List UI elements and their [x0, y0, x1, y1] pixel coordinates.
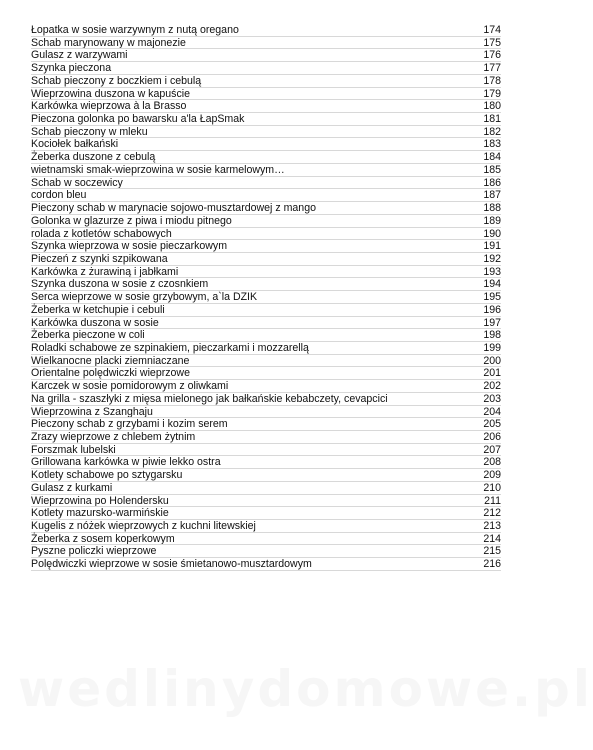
toc-row[interactable]: [31, 406, 501, 419]
toc-entry-page: 181: [483, 113, 501, 126]
toc-entry-title: Szynka pieczona: [31, 62, 112, 75]
toc-row[interactable]: [31, 88, 501, 101]
toc-entry-page: 208: [483, 456, 501, 469]
toc-entry-title: wietnamski smak-wieprzowina w sosie karmelowym…: [31, 163, 285, 176]
toc-row[interactable]: [31, 444, 501, 457]
toc-entry-title: cordon bleu: [31, 189, 87, 202]
toc-entry-title: Gulasz z warzywami: [31, 49, 128, 62]
toc-entry-title: Gulasz z kurkami: [31, 481, 113, 494]
toc-entry-title: Kociołek bałkański: [31, 138, 119, 151]
toc-entry-title: Pieczeń z szynki szpikowana: [31, 252, 168, 265]
toc-entry-page: 194: [483, 278, 501, 291]
toc-entry-title: Wieprzowina z Szanghaju: [31, 405, 153, 418]
toc-row[interactable]: [31, 100, 501, 113]
toc-entry-title: Karkówka duszona w sosie: [31, 316, 159, 329]
toc-entry-page: 209: [483, 469, 501, 482]
toc-row[interactable]: [31, 380, 501, 393]
toc-entry-title: Schab pieczony z boczkiem i cebulą: [31, 74, 202, 87]
toc-entry-title: Żeberka z sosem koperkowym: [31, 532, 175, 545]
toc-entry-page: 196: [483, 303, 501, 316]
toc-entry-page: 201: [483, 367, 501, 380]
toc-entry-page: 178: [483, 74, 501, 87]
toc-entry-page: 207: [483, 443, 501, 456]
toc-entry-page: 186: [483, 176, 501, 189]
toc-entry-page: 216: [483, 558, 501, 571]
toc-entry-page: 203: [483, 392, 501, 405]
toc-entry-title: Pyszne policzki wieprzowe: [31, 545, 157, 558]
toc-entry-page: 199: [483, 341, 501, 354]
toc-row[interactable]: [31, 189, 501, 202]
toc-entry-page: 212: [483, 507, 501, 520]
toc-row[interactable]: [31, 177, 501, 190]
toc-row[interactable]: [31, 215, 501, 228]
toc-entry-title: Kotlety mazursko-warmińskie: [31, 507, 169, 520]
toc-row[interactable]: [31, 49, 501, 62]
toc-row[interactable]: [31, 253, 501, 266]
toc-entry-page: 179: [483, 87, 501, 100]
toc-entry-title: Serca wieprzowe w sosie grzybowym, a`la DZIK: [31, 291, 258, 304]
toc-entry-title: Pieczony schab w marynacie sojowo-musztardowej z mango: [31, 202, 316, 215]
toc-entry-title: Pieczona golonka po bawarsku a'la ŁapSmak: [31, 113, 245, 126]
toc-row[interactable]: [31, 431, 501, 444]
toc-row[interactable]: [31, 278, 501, 291]
toc-entry-page: 188: [483, 202, 501, 215]
toc-entry-title: Pieczony schab z grzybami i kozim serem: [31, 418, 228, 431]
toc-row[interactable]: [31, 75, 501, 88]
toc-entry-title: Roladki schabowe ze szpinakiem, pieczarkami i mozzarellą: [31, 341, 309, 354]
toc-entry-title: Wieprzowina duszona w kapuście: [31, 87, 190, 100]
toc-entry-title: Na grilla - szaszłyki z mięsa mielonego jak bałkańskie kebabczety, cevapcici: [31, 392, 388, 405]
toc-entry-title: Karczek w sosie pomidorowym z oliwkami: [31, 380, 229, 393]
toc-entry-page: 187: [483, 189, 501, 202]
toc-entry-page: 185: [483, 163, 501, 176]
toc-row[interactable]: [31, 37, 501, 50]
toc-row[interactable]: [31, 317, 501, 330]
toc-entry-page: 177: [483, 62, 501, 75]
toc-entry-page: 175: [483, 36, 501, 49]
toc-row[interactable]: [31, 126, 501, 139]
toc-entry-title: Żeberka w ketchupie i cebuli: [31, 303, 165, 316]
toc-row[interactable]: [31, 240, 501, 253]
toc-entry-page: 195: [483, 291, 501, 304]
toc-row[interactable]: [31, 164, 501, 177]
toc-entry-page: 189: [483, 214, 501, 227]
toc-entry-page: 191: [483, 240, 501, 253]
toc-entry-title: Schab marynowany w majonezie: [31, 36, 186, 49]
toc-entry-title: Orientalne polędwiczki wieprzowe: [31, 367, 190, 380]
toc-entry-title: Szynka duszona w sosie z czosnkiem: [31, 278, 209, 291]
toc-entry-title: Łopatka w sosie warzywnym z nutą oregano: [31, 24, 239, 36]
toc-row[interactable]: [31, 62, 501, 75]
toc-row[interactable]: [31, 418, 501, 431]
toc-entry-page: 204: [483, 405, 501, 418]
toc-entry-title: Karkówka z żurawiną i jabłkami: [31, 265, 179, 278]
toc-entry-page: 215: [483, 545, 501, 558]
toc-entry-title: Golonka w glazurze z piwa i miodu pitnego: [31, 214, 232, 227]
toc-row[interactable]: [31, 393, 501, 406]
toc-entry-page: 206: [483, 431, 501, 443]
toc-entry-title: Szynka wieprzowa w sosie pieczarkowym: [31, 240, 228, 253]
toc-entry-page: 180: [483, 100, 501, 113]
toc-entry-page: 174: [483, 24, 501, 36]
toc-row[interactable]: [31, 202, 501, 215]
toc-row[interactable]: [31, 304, 501, 317]
watermark: wedlinydomowe.pl: [18, 660, 593, 718]
toc-entry-page: 210: [483, 481, 501, 494]
toc-row[interactable]: [31, 469, 501, 482]
toc-row[interactable]: [31, 482, 501, 495]
toc-entry-title: Kugelis z nóżek wieprzowych z kuchni litewskiej: [31, 520, 256, 533]
toc-entry-page: 198: [483, 329, 501, 342]
toc-entry-page: 211: [484, 494, 501, 507]
toc-row[interactable]: [31, 367, 501, 380]
toc-entry-page: 192: [483, 252, 501, 265]
toc-entry-page: 197: [483, 316, 501, 329]
toc-row[interactable]: [31, 558, 501, 571]
toc-row[interactable]: [31, 24, 501, 37]
toc-entry-page: 183: [483, 138, 501, 151]
toc-entry-title: Karkówka wieprzowa à la Brasso: [31, 100, 187, 113]
toc-row[interactable]: [31, 151, 501, 164]
toc-entry-page: 184: [483, 151, 501, 164]
toc-row[interactable]: [31, 533, 501, 546]
toc-entry-title: Grillowana karkówka w piwie lekko ostra: [31, 456, 221, 469]
toc-entry-title: Polędwiczki wieprzowe w sosie śmietanowo-musztardowym: [31, 558, 312, 571]
toc-entry-title: Żeberka pieczone w coli: [31, 329, 145, 342]
toc-entry-title: Schab pieczony w mleku: [31, 125, 148, 138]
toc-entry-page: 190: [483, 227, 501, 240]
toc-row[interactable]: [31, 291, 501, 304]
toc-row[interactable]: [31, 507, 501, 520]
toc-row[interactable]: [31, 545, 501, 558]
table-of-contents: [31, 24, 501, 571]
toc-entry-title: Schab w soczewicy: [31, 176, 123, 189]
toc-entry-title: Zrazy wieprzowe z chlebem żytnim: [31, 431, 196, 443]
toc-row[interactable]: [31, 456, 501, 469]
toc-entry-page: 176: [483, 49, 501, 62]
toc-row[interactable]: [31, 495, 501, 508]
toc-row[interactable]: [31, 228, 501, 241]
toc-entry-page: 193: [483, 265, 501, 278]
toc-entry-title: Wieprzowina po Holendersku: [31, 494, 169, 507]
toc-entry-page: 202: [483, 380, 501, 393]
toc-row[interactable]: [31, 329, 501, 342]
toc-row[interactable]: [31, 355, 501, 368]
toc-entry-page: 213: [483, 520, 501, 533]
toc-entry-title: Kotlety schabowe po sztygarsku: [31, 469, 183, 482]
toc-entry-title: rolada z kotletów schabowych: [31, 227, 172, 240]
toc-row[interactable]: [31, 342, 501, 355]
toc-entry-title: Żeberka duszone z cebulą: [31, 151, 156, 164]
toc-entry-title: Forszmak lubelski: [31, 443, 116, 456]
toc-entry-page: 205: [483, 418, 501, 431]
toc-entry-title: Wielkanocne placki ziemniaczane: [31, 354, 190, 367]
toc-entry-page: 214: [483, 532, 501, 545]
toc-entry-page: 182: [483, 125, 501, 138]
toc-row[interactable]: [31, 266, 501, 279]
toc-row[interactable]: [31, 113, 501, 126]
toc-row[interactable]: [31, 520, 501, 533]
toc-row[interactable]: [31, 138, 501, 151]
toc-entry-page: 200: [483, 354, 501, 367]
